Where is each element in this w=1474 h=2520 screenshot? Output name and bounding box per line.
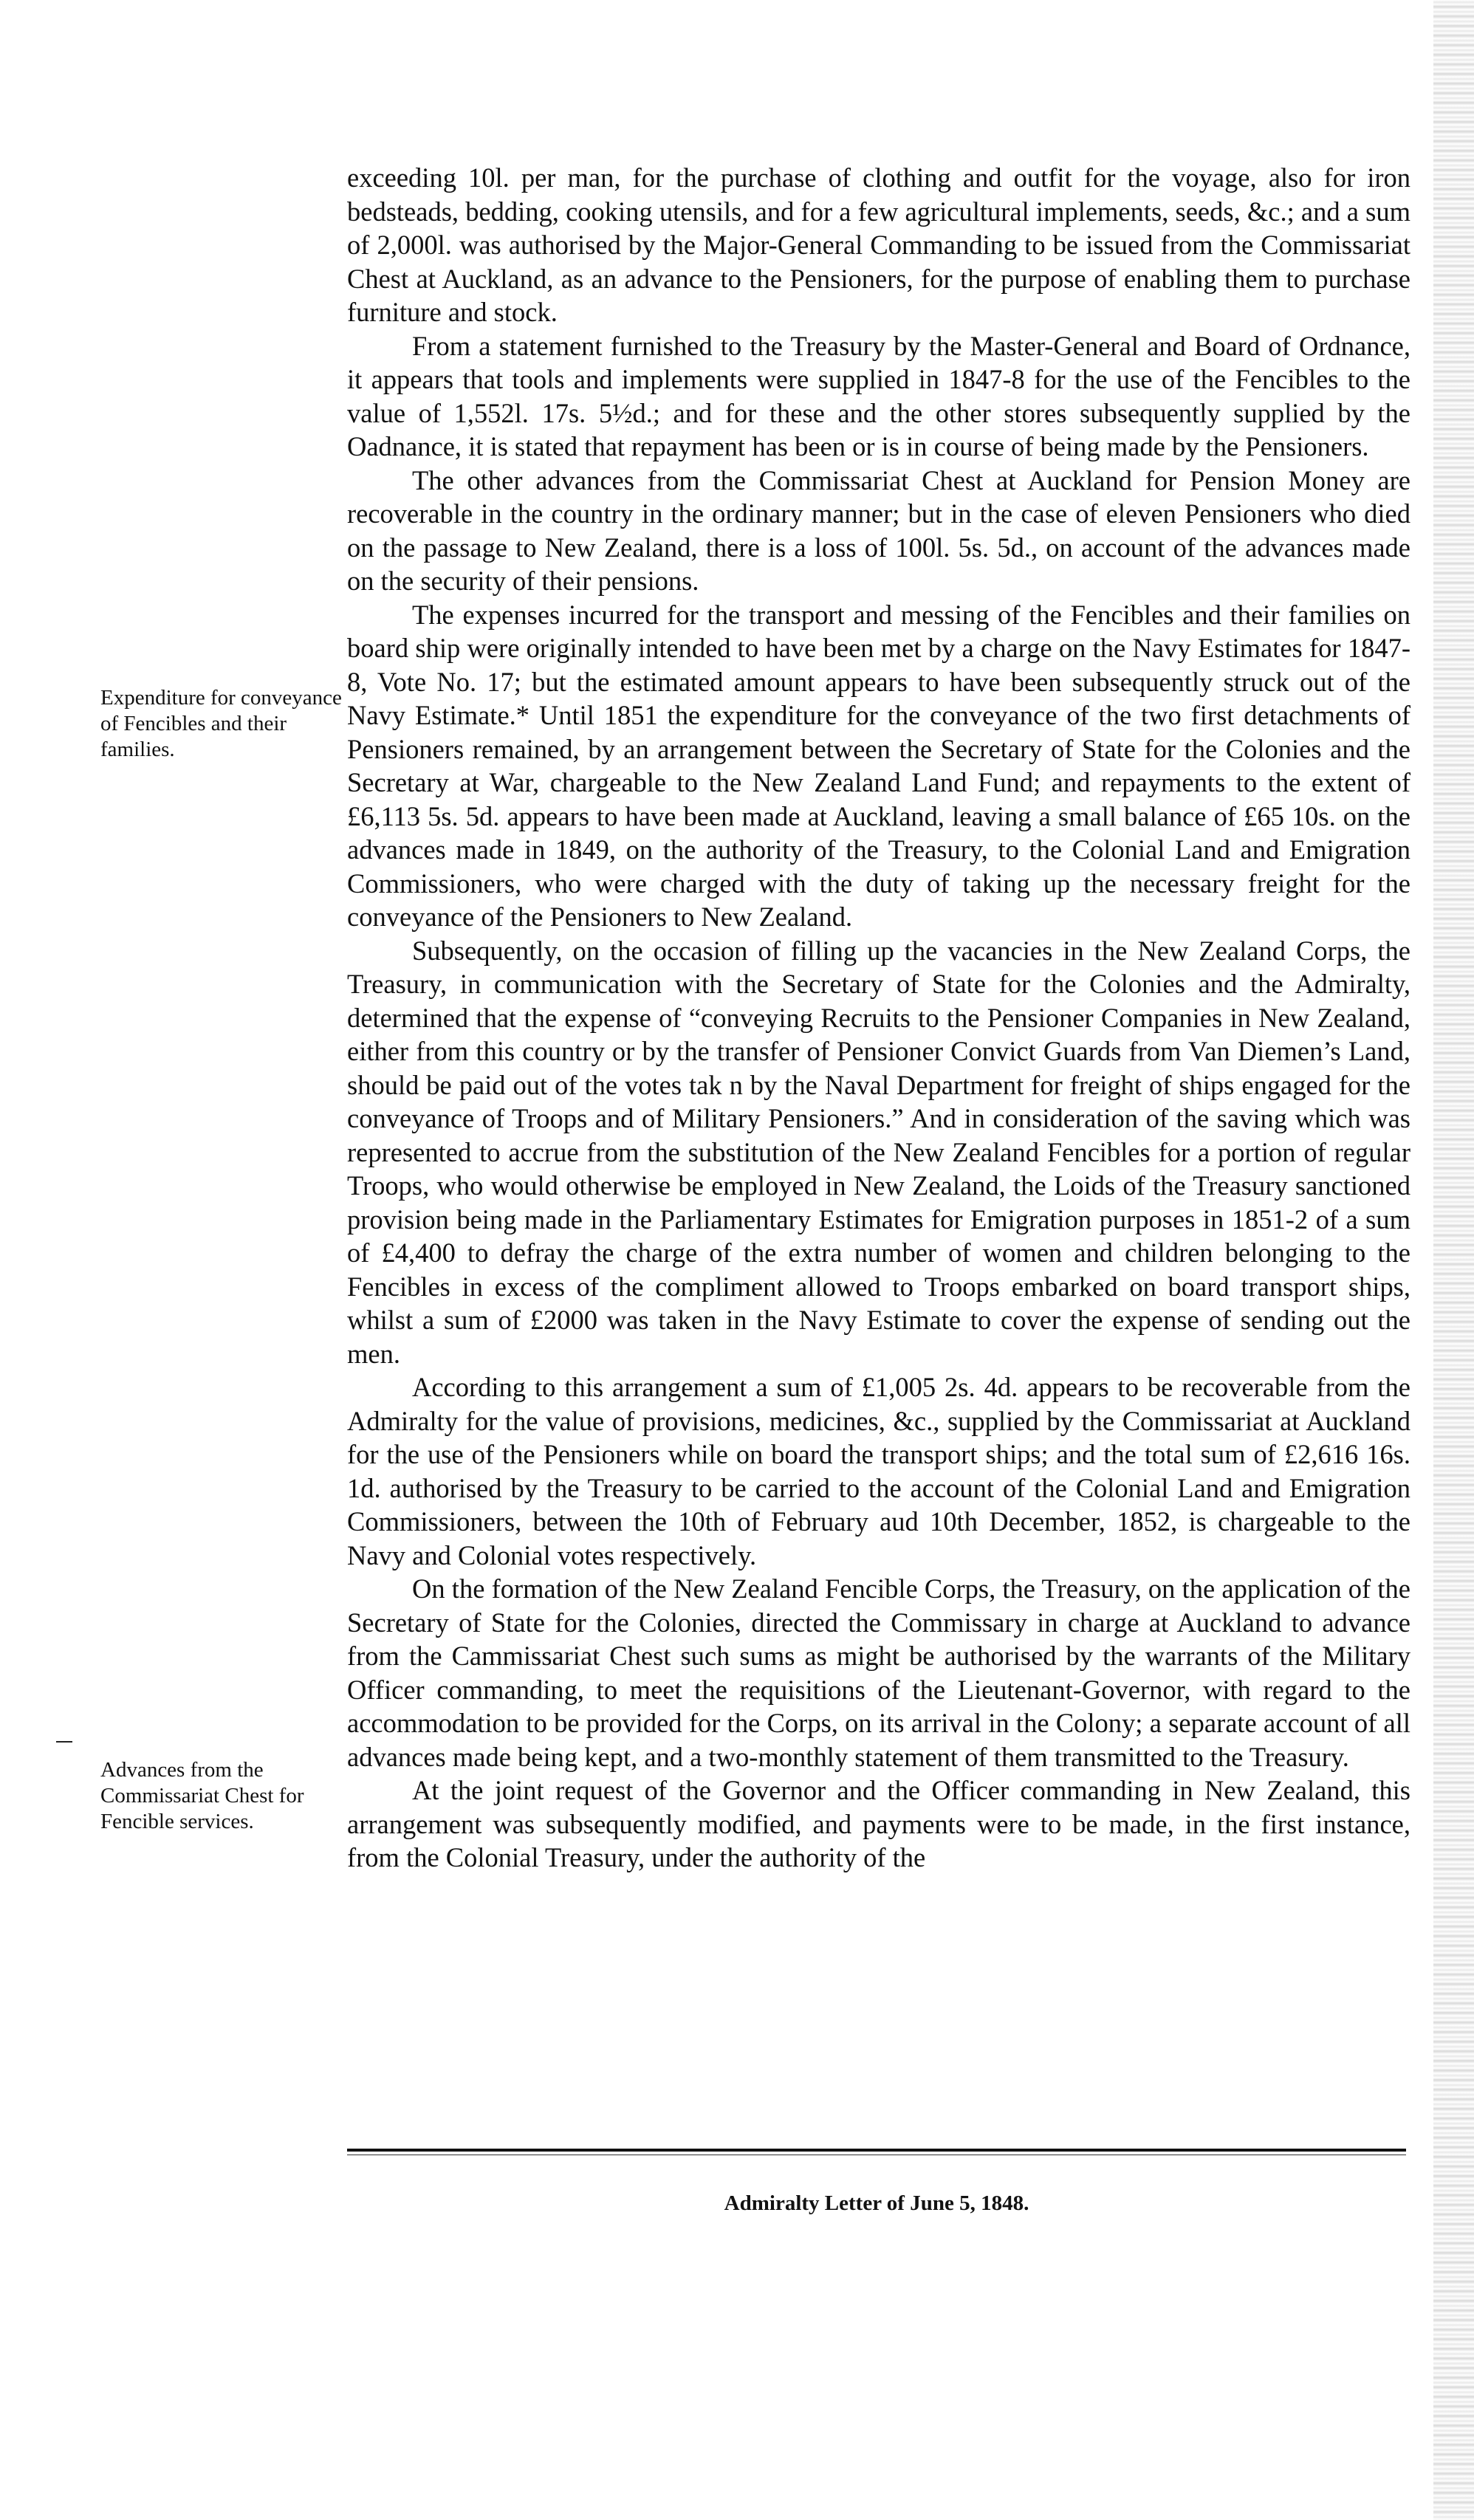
margin-note-advances: Advances from the Commissariat Chest for Fencible services.: [100, 1758, 304, 1833]
paragraph-5: Subsequently, on the occasion of filling up the vacancies in the New Zealand Corps, the Treasury, in communication with the Secretary of State for the Colonies and the Admiralty, determined that the expense of “conveying Recruits to the Pensioner Companies in New Zealand, either from this country or by the transfer of Pensioner Convict Guards from Van Diemen’s Land, should be paid out of the votes tak n by the Naval Department for freight of ships engaged for the conveyance of Troops and of Military Pensioners.” And in consideration of the saving which was represented to accrue from the substitution of the New Zealand Fencibles for a portion of regular Troops, who would otherwise be employed in New Zealand, the Loids of the Treasury sanctioned provision being made in the Parliamentary Estimates for Emigration purposes in 1851-2 of a sum of £4,400 to defray the charge of the extra number of women and children belonging to the Fencibles in excess of the compliment allowed to Troops embarked on board transport ships, whilst a sum of £2000 was taken in the Navy Estimate to cover the expense of sending out the men.: [347, 935, 1410, 1369]
page-edge-scan-artifact: [1433, 0, 1474, 2520]
paragraph-6: According to this arrangement a sum of £1,005 2s. 4d. appears to be recoverable from the Admiralty for the value of provisions, medicines, &c., supplied by the Commissariat at Auckland for the use of the Pensioners while on board the transport ships; and the total sum of £2,616 16s. 1d. authorised by the Treasury to be carried to the account of the Colonial Land and Emigration Commissioners, between the 10th of February aud 10th December, 1852, is chargeable to the Navy and Colonial votes respectively.: [347, 1372, 1410, 1570]
paragraph-4: The expenses incurred for the transport and messing of the Fencibles and their families on board ship were originally intended to have been met by a charge on the Navy Estimates for 1847-8, Vote No. 17; but the estimated amount appears to have been subsequently struck out of the Navy Estimate.* Until 1851 the expenditure for the conveyance of the two first detachments of Pensioners remained, by an arrangement between the Secretary of State for the Colonies and the Secretary at War, chargeable to the New Zealand Land Fund; and repayments to the extent of £6,113 5s. 5d. appears to have been made at Auckland, leaving a small balance of £65 10s. on the advances made in 1849, on the authority of the Treasury, to the Colonial Land and Emigration Commissioners, who were charged with the duty of taking up the necessary freight for the conveyance of the Pensioners to New Zealand.: [347, 599, 1410, 932]
footnote-rule: [347, 2149, 1406, 2152]
margin-note-expenditure: Expenditure for conveyance of Fencibles and their families.: [100, 686, 342, 761]
paragraph-1: exceeding 10l. per man, for the purchase of clothing and outfit for the voyage, also for iron bedsteads, bedding, cooking utensils, and for a few agricultural implements, seeds, &c.; and a sum of 2,000l. was authorised by the Major-General Commanding to be issued from the Commissariat Chest at Auckland, as an advance to the Pensioners, for the purpose of enabling them to purchase furniture and stock.: [347, 162, 1410, 327]
body-text: [347, 161, 1410, 1875]
paragraph-7: On the formation of the New Zealand Fencible Corps, the Treasury, on the application of the Secretary of State for the Colonies, directed the Commissary in charge at Auckland to advance from the Cammissariat Chest such sums as might be authorised by the warrants of the Military Officer commanding, to meet the requisitions of the Lieutenant-Governor, with regard to the accommodation to be provided for the Corps, on its arrival in the Colony; a separate account of all advances made being kept, and a two-monthly statement of them transmitted to the Treasury.: [347, 1573, 1410, 1772]
footnote: Admiralty Letter of June 5, 1848.: [724, 2191, 1029, 2215]
paragraph-3: The other advances from the Commissariat Chest at Auckland for Pension Money are recoverable in the country in the ordinary manner; but in the case of eleven Pensioners who died on the passage to New Zealand, there is a loss of 100l. 5s. 5d., on account of the advances made on the security of their pensions.: [347, 464, 1410, 596]
paragraph-8: At the joint request of the Governor and the Officer commanding in New Zealand, this arrangement was subsequently modified, and payments were to be made, in the first instance, from the Colonial Treasury, under the authority of the: [347, 1775, 1410, 1872]
stray-mark: [56, 1741, 72, 1743]
paragraph-2: From a statement furnished to the Treasury by the Master-General and Board of Ordnance, it appears that tools and implements were supplied in 1847-8 for the use of the Fencibles to the value of 1,552l. 17s. 5½d.; and for these and the other stores subsequently supplied by the Oadnance, it is stated that repayment has been or is in course of being made by the Pensioners.: [347, 330, 1410, 461]
